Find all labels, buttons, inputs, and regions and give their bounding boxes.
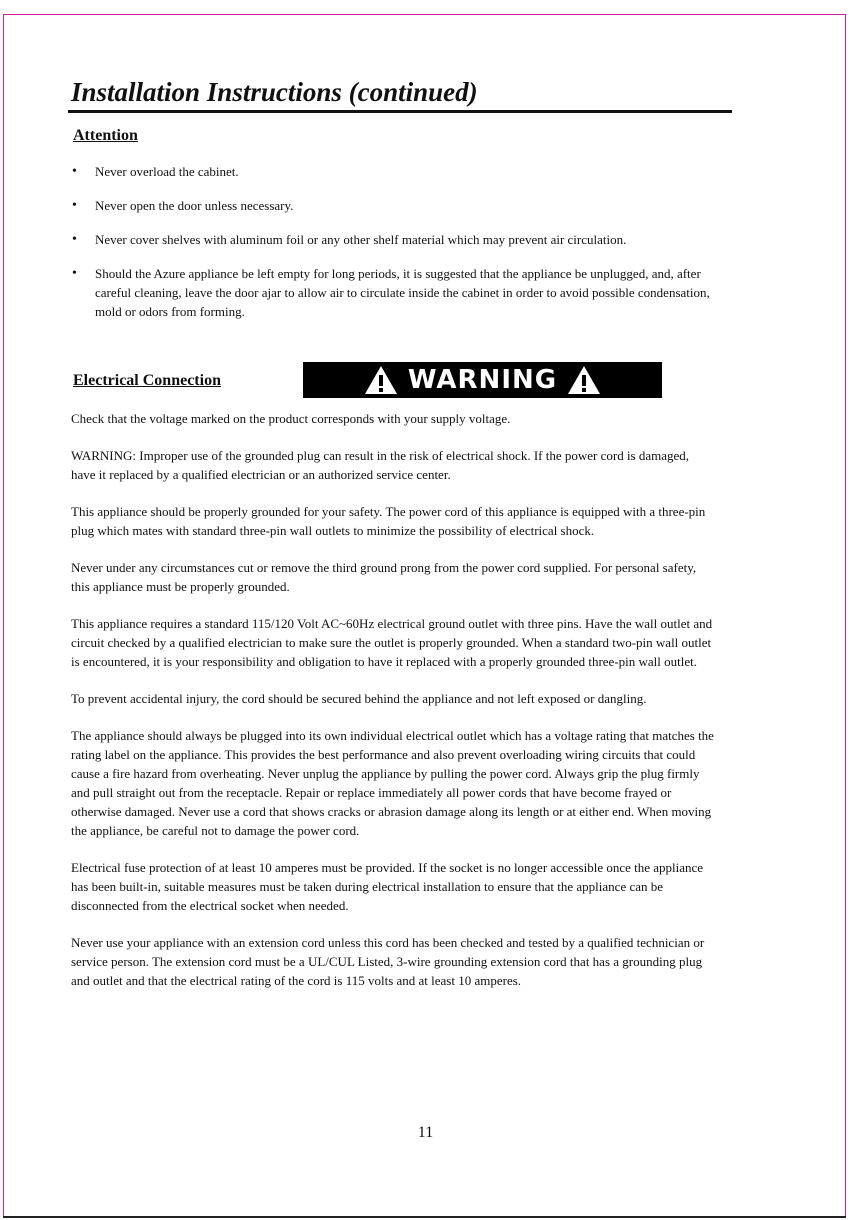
warning-triangle-icon bbox=[364, 365, 398, 395]
warning-paragraph bbox=[71, 446, 716, 484]
list-item: • Never overload the cabinet. bbox=[72, 162, 712, 181]
electrical-connection-heading: Electrical Connection bbox=[73, 372, 221, 389]
list-item: • Never open the door unless necessary. bbox=[72, 196, 712, 215]
page-number: 11 bbox=[417, 1124, 434, 1141]
paragraph: Never under any circumstances cut or remove the third ground prong from the power cord supplied. For personal safety, this appliance must be properly grounded. bbox=[71, 560, 697, 594]
warning-triangle-icon bbox=[567, 365, 601, 395]
paragraph: The appliance should always be plugged into its own individual electrical outlet which has a voltage rating that matches the rating label on the appliance. This provides the best performance and also prevent overloading wiring circuits that could cause a fire hazard from overheating. Never unplug the appliance by pulling the power cord. Always grip the plug firmly and pull straight out from the receptacle. Repair or replace immediately all power cords that have become frayed or otherwise damaged. Never use a cord that shows cracks or abrasion damage along its length or at either end. When moving the appliance, be careful not to damage the power cord. bbox=[71, 728, 714, 838]
list-item: • Never cover shelves with aluminum foil or any other shelf material which may prevent air circulation. bbox=[72, 230, 712, 249]
paragraph: This appliance should be properly grounded for your safety. The power cord of this appliance is equipped with a three-pin plug which mates with standard three-pin wall outlets to minimize the possibility of electrical shock. bbox=[71, 504, 706, 538]
warning-paragraph-text: Improper use of the grounded plug can result in the risk of electrical shock. If the power cord is damaged, have it replaced by a qualified electrician or an authorized service center. bbox=[71, 448, 690, 482]
paragraph: This appliance requires a standard 115/120 Volt AC~60Hz electrical ground outlet with three pins. Have the wall outlet and circuit checked by a qualified electrician to make sure the outlet is properly grounded. When a standard two-pin wall outlet is encountered, it is your responsibility and obligation to have it replaced with a properly grounded three-pin wall outlet. bbox=[71, 616, 713, 669]
warning-banner bbox=[303, 362, 662, 398]
list-item: • Should the Azure appliance be left empty for long periods, it is suggested that the appliance be unplugged, and, after careful cleaning, leave the door ajar to allow air to circulate inside the cabinet in order to avoid possible condensation, mold or odors from forming. bbox=[72, 264, 712, 321]
paragraph: Check that the voltage marked on the product corresponds with your supply voltage. bbox=[71, 411, 511, 426]
paragraph: To prevent accidental injury, the cord should be secured behind the appliance and not left exposed or dangling. bbox=[71, 691, 647, 706]
page-title: Installation Instructions (continued) bbox=[71, 77, 478, 107]
attention-heading: Attention bbox=[73, 127, 138, 144]
paragraph: Electrical fuse protection of at least 10 amperes must be provided. If the socket is no longer accessible once the appliance has been built-in, suitable measures must be taken during electrical installation to ensure that the appliance can be disconnected from the electrical socket when needed. bbox=[71, 860, 704, 913]
electrical-body bbox=[71, 409, 716, 1008]
warning-prefix: WARNING: bbox=[71, 448, 136, 463]
title-rule bbox=[68, 110, 732, 113]
warning-label: WARNING bbox=[407, 365, 558, 395]
paragraph: Never use your appliance with an extension cord unless this cord has been checked and tested by a qualified technician or service person. The extension cord must be a UL/CUL Listed, 3-wire grounding extension cord that has a grounding plug and outlet and that the electrical rating of the cord is 115 volts and at least 10 amperes. bbox=[71, 935, 705, 988]
attention-list bbox=[72, 162, 712, 336]
bottom-rule bbox=[3, 1216, 846, 1218]
